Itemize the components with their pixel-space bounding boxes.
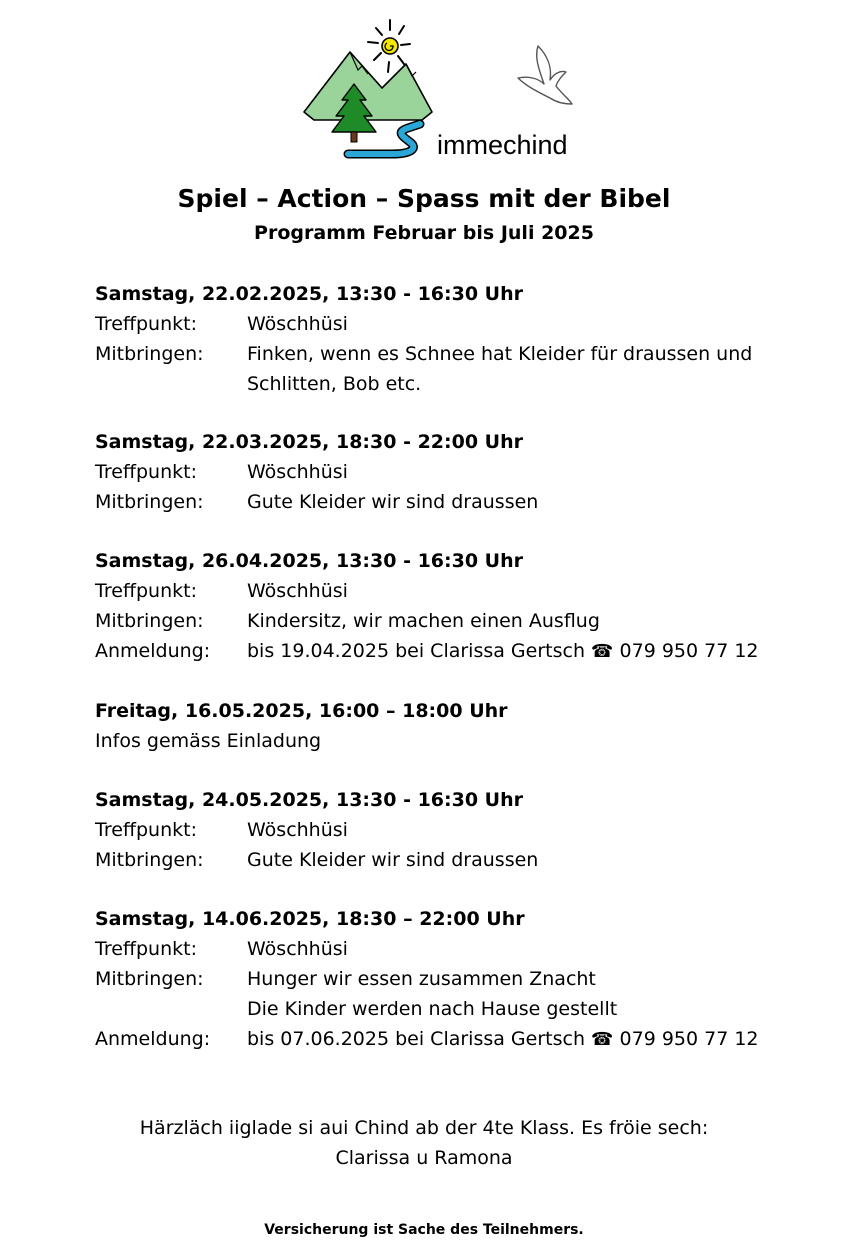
- meeting-row: [95, 457, 815, 487]
- note-row: [95, 726, 815, 756]
- bring-value: Hunger wir essen zusammen Znacht: [247, 968, 596, 990]
- event-block: [95, 279, 815, 399]
- closing-signature: Clarissa u Ramona: [335, 1147, 513, 1169]
- page-subtitle: Programm Februar bis Juli 2025: [254, 222, 594, 244]
- registration-value: bis 19.04.2025 bei Clarissa Gertsch: [247, 640, 585, 662]
- phone-icon: ☎: [591, 641, 614, 662]
- insurance-note: Versicherung ist Sache des Teilnehmers.: [264, 1222, 584, 1238]
- event-note: Infos gemäss Einladung: [95, 730, 322, 752]
- bring-label: Mitbringen:: [95, 968, 204, 990]
- phone-number: 079 950 77 12: [619, 640, 759, 662]
- meeting-value: Wöschhüsi: [247, 461, 348, 483]
- simmechind-logo: [300, 16, 600, 162]
- phone-icon: ☎: [591, 1029, 614, 1050]
- event-heading: Samstag, 22.02.2025, 13:30 - 16:30 Uhr: [95, 283, 523, 305]
- meeting-label: Treffpunkt:: [95, 819, 197, 841]
- logo-wordmark: immechind: [437, 130, 568, 160]
- meeting-value: Wöschhüsi: [247, 938, 348, 960]
- event-block: [95, 904, 815, 1055]
- phone-number: 079 950 77 12: [619, 1028, 759, 1050]
- closing-invitation: Härzläch iiglade si aui Chind ab der 4te Klass. Es fröie sech:: [139, 1117, 709, 1139]
- registration-row: [95, 636, 815, 667]
- bring-value: Finken, wenn es Schnee hat Kleider für draussen und: [247, 343, 753, 365]
- page-title: Spiel – Action – Spass mit der Bibel: [177, 184, 671, 213]
- meeting-row: [95, 576, 815, 606]
- registration-row: [95, 1024, 815, 1055]
- bring-label: Mitbringen:: [95, 343, 204, 365]
- meeting-row: [95, 815, 815, 845]
- event-heading: Samstag, 24.05.2025, 13:30 - 16:30 Uhr: [95, 789, 523, 811]
- meeting-label: Treffpunkt:: [95, 461, 197, 483]
- meeting-label: Treffpunkt:: [95, 938, 197, 960]
- event-heading: Samstag, 14.06.2025, 18:30 – 22:00 Uhr: [95, 908, 525, 930]
- registration-value: bis 07.06.2025 bei Clarissa Gertsch: [247, 1028, 585, 1050]
- bring-row-continued: [95, 369, 815, 399]
- registration-label: Anmeldung:: [95, 1028, 211, 1050]
- event-heading: Samstag, 22.03.2025, 18:30 - 22:00 Uhr: [95, 431, 523, 453]
- meeting-value: Wöschhüsi: [247, 313, 348, 335]
- bring-row: [95, 845, 815, 875]
- bring-value: Die Kinder werden nach Hause gestellt: [247, 998, 618, 1020]
- bring-row-continued: [95, 994, 815, 1024]
- meeting-row: [95, 309, 815, 339]
- bring-value: Gute Kleider wir sind draussen: [247, 849, 539, 871]
- bring-row: [95, 606, 815, 636]
- bring-row: [95, 964, 815, 994]
- bring-label: Mitbringen:: [95, 610, 204, 632]
- event-block: [95, 696, 815, 756]
- meeting-row: [95, 934, 815, 964]
- event-block: [95, 546, 815, 667]
- bring-row: [95, 339, 815, 369]
- bring-label: Mitbringen:: [95, 491, 204, 513]
- meeting-label: Treffpunkt:: [95, 580, 197, 602]
- event-block: [95, 427, 815, 517]
- bring-value: Gute Kleider wir sind draussen: [247, 491, 539, 513]
- bring-label: Mitbringen:: [95, 849, 204, 871]
- event-heading: Samstag, 26.04.2025, 13:30 - 16:30 Uhr: [95, 550, 523, 572]
- bring-value: Kindersitz, wir machen einen Ausflug: [247, 610, 600, 632]
- registration-label: Anmeldung:: [95, 640, 211, 662]
- dove-icon: [518, 46, 572, 104]
- meeting-value: Wöschhüsi: [247, 819, 348, 841]
- event-heading: Freitag, 16.05.2025, 16:00 – 18:00 Uhr: [95, 700, 508, 722]
- meeting-label: Treffpunkt:: [95, 313, 197, 335]
- event-block: [95, 785, 815, 875]
- meeting-value: Wöschhüsi: [247, 580, 348, 602]
- sun-icon: [368, 20, 410, 72]
- bring-value: Schlitten, Bob etc.: [247, 373, 422, 395]
- bring-row: [95, 487, 815, 517]
